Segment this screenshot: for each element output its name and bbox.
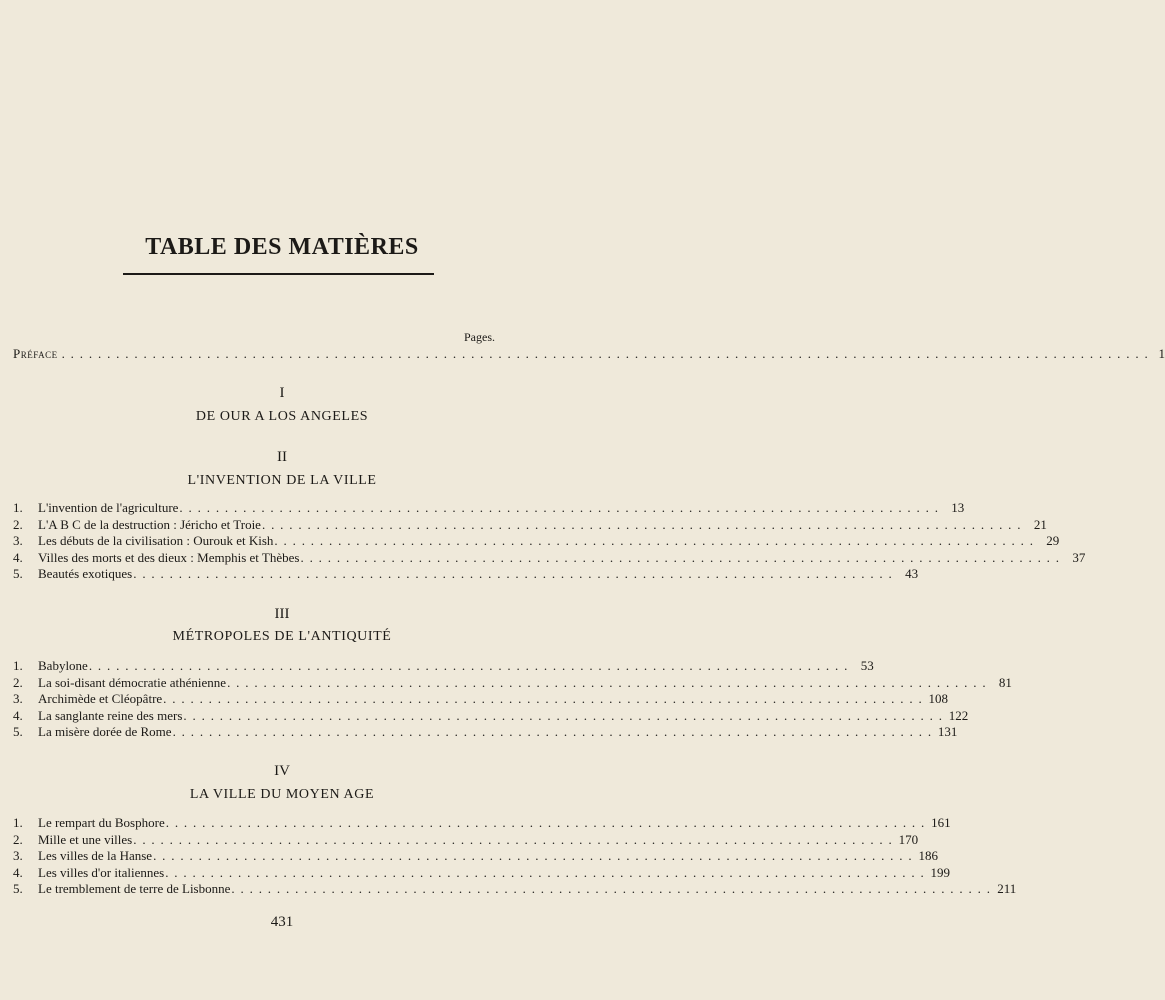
page-number: 431 [270,914,294,930]
entry-page: 186 [918,848,938,864]
dot-leader: . . . . . . . . . . . . . . . . . . . . . . . . . . . . . . . . . . . . . . . . . . . . . . . . . . . . . . . . . . . . . . . . . . . . . . . . . . . . . . . . . . . . [163,691,924,707]
entry-number: 1. [13,815,23,830]
entry-number: 1. [13,500,23,515]
entry-title: Les villes d'or italiennes [38,864,165,880]
dot-leader: . . . . . . . . . . . . . . . . . . . . . . . . . . . . . . . . . . . . . . . . . . . . . . . . . . . . . . . . . . . . . . . . . . . . . . . . . . . . . . . . . . . . [165,815,926,830]
entry-title: La sanglante reine des mers [38,707,183,723]
dot-leader: . . . . . . . . . . . . . . . . . . . . . . . . . . . . . . . . . . . . . . . . . . . . . . . . . . . . . . . . . . . . . . . . . . . . . . . . . . . . . . . . . . . . [172,724,933,740]
entry-number: 4. [13,549,23,565]
entry-title: L'invention de l'agriculture [38,500,179,515]
dot-leader: . . . . . . . . . . . . . . . . . . . . . . . . . . . . . . . . . . . . . . . . . . . . . . . . . . . . . . . . . . . . . . . . . . . . . . . . . . . . . . . . . . . . [231,881,992,897]
toc-entry [13,500,965,517]
preface-label: Préface [13,346,58,361]
preface-entry [13,346,1165,362]
entry-page: 81 [998,674,1012,690]
entry-list [13,658,1012,741]
toc-entry [13,831,919,849]
part-title: DE OUR A LOS ANGELES [195,409,369,424]
dot-leader: . . . . . . . . . . . . . . . . . . . . . . . . . . . . . . . . . . . . . . . . . . . . . . . . . . . . . . . . . . . . . . . . . . . . . . . . . . . . . . . . . . . . [300,549,1061,565]
entry-list [13,500,1086,583]
page-title: TABLE DES MATIÈRES [145,234,419,260]
part-title: MÉTROPOLES DE L'ANTIQUITÉ [172,629,392,644]
entry-title: Babylone [38,658,88,673]
toc-entry [13,691,949,708]
entry-title: Les villes de la Hanse [38,848,153,864]
entry-number: 2. [13,674,23,690]
toc-entry [13,566,919,583]
part-numeral: I [279,385,285,401]
entry-number: 4. [13,864,23,880]
entry-page: 122 [948,707,969,723]
entry-page: 43 [905,566,919,582]
entry-title: Archimède et Cléopâtre [38,691,163,707]
entry-number: 5. [13,566,23,582]
entry-number: 5. [13,724,23,740]
dot-leader: . . . . . . . . . . . . . . . . . . . . . . . . . . . . . . . . . . . . . . . . . . . . . . . . . . . . . . . . . . . . . . . . . . . . . . . . . . . . . . . . . . . . [153,848,913,864]
entry-page: 21 [1033,516,1047,532]
entry-page: 37 [1072,549,1086,565]
entry-page: 170 [898,831,919,847]
toc-entry [13,707,969,725]
toc-entry [13,848,938,865]
part-title: L'INVENTION DE LA VILLE [187,473,377,488]
entry-title: Le tremblement de terre de Lisbonne [38,881,231,897]
dot-leader: . . . . . . . . . . . . . . . . . . . . . . . . . . . . . . . . . . . . . . . . . . . . . . . . . . . . . . . . . . . . . . . . . . . . . . . . . . . . . . . . . . . . [165,864,926,880]
entry-page: 211 [997,881,1017,897]
entry-title: Mille et une villes [38,831,133,847]
entry-number: 2. [13,516,23,532]
dot-leader: . . . . . . . . . . . . . . . . . . . . . . . . . . . . . . . . . . . . . . . . . . . . . . . . . . . . . . . . . . . . . . . . . . . . . . . . . . . . . . . . . . . . [274,533,1035,549]
entry-title: Villes des morts et des dieux : Memphis et Thèbes [38,549,300,565]
dot-leader: . . . . . . . . . . . . . . . . . . . . . . . . . . . . . . . . . . . . . . . . . . . . . . . . . . . . . . . . . . . . . . . . . . . . . . . . . . . . . . . . . . . . [133,566,894,582]
entry-page: 199 [930,864,951,880]
entry-title: Beautés exotiques [38,566,133,582]
dot-leader: . . . . . . . . . . . . . . . . . . . . . . . . . . . . . . . . . . . . . . . . . . . . . . . . . . . . . . . . . . . . . . . . . . . . . . . . . . . . . . . . . . . . [179,500,940,515]
dot-leader: . . . . . . . . . . . . . . . . . . . . . . . . . . . . . . . . . . . . . . . . . . . . . . . . . . . . . . . . . . . . . . . . . . . . . . . . . . . . . . . . . . . . [133,831,894,847]
entry-number: 1. [13,658,23,673]
entry-title: L'A B C de la destruction : Jéricho et Troie [38,516,261,532]
entry-title: Le rempart du Bosphore [38,815,165,830]
part-numeral: III [274,606,290,622]
entry-title: La soi-disant démocratie athénienne [38,674,227,690]
toc-entry [13,864,951,882]
entry-page: 131 [937,724,958,740]
dot-leader: . . . . . . . . . . . . . . . . . . . . . . . . . . . . . . . . . . . . . . . . . . . . . . . . . . . . . . . . . . . . . . . . . . . . . . . . . . . . . . . . . . . . [88,658,849,673]
part-numeral: II [277,449,287,465]
title-rule [123,273,434,275]
entry-page: 53 [860,658,874,673]
entry-number: 3. [13,691,23,707]
toc-entry [13,674,1012,692]
part-title: LA VILLE DU MOYEN AGE [189,787,375,802]
toc-entry [13,516,1047,534]
pages-column-label: Pages. [464,330,495,344]
toc-entry [13,815,951,832]
entry-page: 29 [1046,533,1060,549]
dot-leader: . . . . . . . . . . . . . . . . . . . . . . . . . . . . . . . . . . . . . . . . . . . . . . . . . . . . . . . . . . . . . . . . . . . . . . . . . . . . . . . . . . . . [261,516,1022,532]
toc-entry [13,724,958,741]
entry-title: La misère dorée de Rome [38,724,172,740]
entry-list [13,815,1017,898]
entry-number: 5. [13,881,23,897]
toc-entry [13,533,1060,550]
entry-page: 108 [928,691,949,707]
toc-entry [13,549,1086,567]
dot-leader: . . . . . . . . . . . . . . . . . . . . . . . . . . . . . . . . . . . . . . . . . . . . . . . . . . . . . . . . . . . . . . . . . . . . . . . . . . . . . . . . . . . . [227,674,987,690]
dot-leader: . . . . . . . . . . . . . . . . . . . . . . . . . . . . . . . . . . . . . . . . . . . . . . . . . . . . . . . . . . . . . . . . . . . . . . . . . . . . . . . . . . . . [183,707,944,723]
toc-entry [13,881,1017,898]
entry-number: 2. [13,831,23,847]
entry-number: 4. [13,707,23,723]
part-numeral: IV [274,763,290,779]
entry-page: 161 [931,815,951,830]
entry-number: 3. [13,848,23,864]
dot-leader: . . . . . . . . . . . . . . . . . . . . . . . . . . . . . . . . . . . . . . . . . . . . . . . . . . . . . . . . . . . . . . . . . . . . . . . . . . . . . . . . . . . . . . . . . . . . . . . . . . . . . . . . . . . . . . . . . . . . . . . . [61,346,1150,361]
entry-number: 3. [13,533,23,549]
entry-page: 13 [951,500,965,515]
toc-entry [13,658,874,675]
preface-page: 1 [1158,346,1165,361]
entry-title: Les débuts de la civilisation : Ourouk et Kish [38,533,274,549]
